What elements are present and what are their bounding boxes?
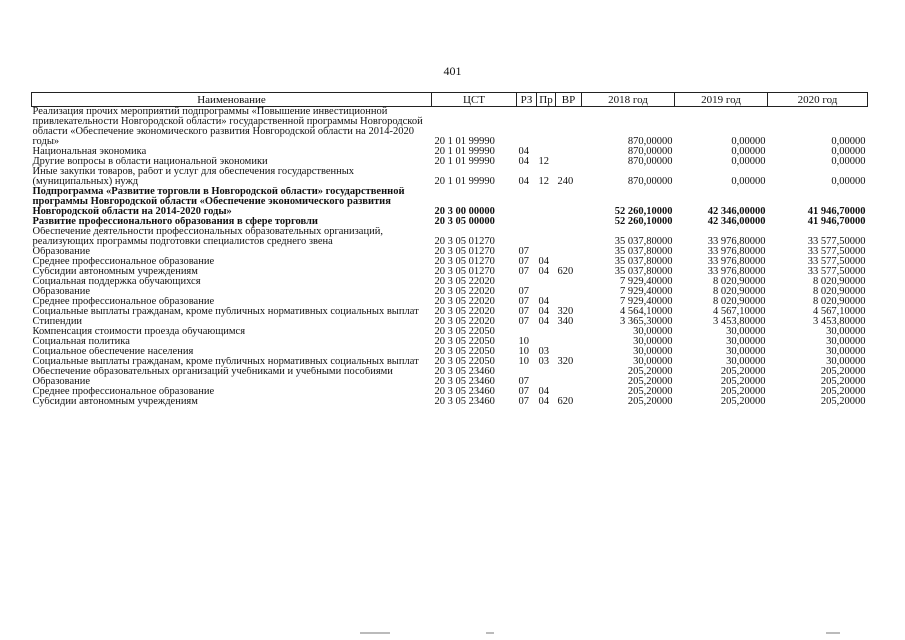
cell-2019: 0,00000 [731, 157, 766, 167]
cell-2020: 0,00000 [831, 157, 866, 167]
cell-name: Социальная поддержка обучающихся [32, 277, 201, 287]
cell-2018: 35 037,80000 [614, 247, 673, 257]
header-pr: Пр [537, 93, 556, 107]
cell-cst: 20 3 05 23460 [434, 397, 495, 407]
cell-vr [556, 157, 582, 167]
cell-name: Среднее профессиональное образование [32, 297, 215, 307]
cell-2019: 30,00000 [726, 327, 766, 337]
cell-2020: 33 577,50000 [807, 247, 866, 257]
cell-pr: 03 [538, 357, 549, 367]
cell-name: Образование [32, 287, 91, 297]
cell-2019: 4 567,10000 [713, 307, 766, 317]
cell-cst: 20 3 05 22020 [434, 277, 495, 287]
table-row [32, 337, 868, 347]
table-row [32, 347, 868, 357]
cell-2020: 8 020,90000 [813, 277, 866, 287]
table-row [32, 107, 868, 148]
cell-2020: 33 577,50000 [807, 236, 866, 247]
cell-rz: 07 [518, 377, 529, 387]
cell-vr: 320 [557, 357, 574, 367]
cell-2019: 205,20000 [720, 387, 766, 397]
cell-2018: 7 929,40000 [620, 277, 673, 287]
table-row [32, 287, 868, 297]
cell-pr: 03 [538, 347, 549, 357]
cell-cst: 20 3 05 01270 [434, 257, 495, 267]
cell-2018: 205,20000 [627, 397, 673, 407]
table-row [32, 147, 868, 157]
cell-pr: 12 [538, 176, 549, 187]
cell-name: Стипендии [32, 317, 83, 327]
scan-artifact [360, 632, 390, 634]
cell-vr [556, 147, 582, 157]
cell-2018: 4 564,10000 [620, 307, 673, 317]
cell-cst: 20 3 05 23460 [434, 377, 495, 387]
cell-name: Национальная экономика [32, 147, 147, 157]
cell-cst: 20 3 05 01270 [434, 247, 495, 257]
cell-cst: 20 3 05 22020 [434, 307, 495, 317]
cell-pr [537, 337, 556, 347]
cell-pr: 04 [538, 267, 549, 277]
cell-cst: 20 3 05 23460 [434, 367, 495, 377]
cell-vr: 620 [557, 267, 574, 277]
cell-name: Субсидии автономным учреждениям [32, 397, 198, 407]
table-row [32, 247, 868, 257]
cell-pr: 04 [538, 317, 549, 327]
cell-rz: 10 [518, 337, 529, 347]
cell-cst: 20 3 05 01270 [434, 267, 495, 277]
cell-pr [537, 277, 556, 287]
cell-rz: 07 [518, 387, 529, 397]
table-row [32, 277, 868, 287]
cell-name: Социальные выплаты гражданам, кроме публичных нормативных социальных выплат [32, 357, 419, 367]
cell-name: Иные закупки товаров, работ и услуг для обеспечения государственных (муниципальных) нужд [32, 167, 355, 187]
cell-2019: 205,20000 [720, 377, 766, 387]
cell-name: Развитие профессионального образования в сфере торговли [32, 217, 318, 227]
cell-name: Образование [32, 377, 91, 387]
cell-2020: 205,20000 [820, 377, 866, 387]
cell-pr [537, 287, 556, 297]
cell-2020: 3 453,80000 [813, 317, 866, 327]
cell-rz [517, 367, 537, 377]
cell-rz: 04 [518, 147, 529, 157]
cell-pr [537, 327, 556, 337]
cell-vr [556, 337, 582, 347]
cell-2018: 30,00000 [633, 337, 673, 347]
table-row [32, 157, 868, 167]
cell-2019: 205,20000 [720, 367, 766, 377]
cell-cst: 20 3 05 22050 [434, 357, 495, 367]
cell-vr [556, 217, 582, 227]
cell-name: Компенсация стоимости проезда обучающимся [32, 327, 246, 337]
cell-cst: 20 3 05 22050 [434, 337, 495, 347]
cell-2019: 30,00000 [726, 347, 766, 357]
cell-2020: 8 020,90000 [813, 287, 866, 297]
table-row [32, 327, 868, 337]
cell-rz [517, 227, 537, 247]
cell-2020: 41 946,70000 [807, 217, 866, 227]
cell-cst: 20 3 05 23460 [434, 387, 495, 397]
cell-vr [556, 107, 582, 148]
cell-2020: 0,00000 [831, 136, 866, 147]
cell-2019: 42 346,00000 [707, 206, 766, 217]
cell-pr: 04 [538, 257, 549, 267]
cell-cst: 20 1 01 99990 [434, 176, 495, 187]
cell-pr [537, 187, 556, 217]
cell-2018: 35 037,80000 [614, 257, 673, 267]
cell-2018: 30,00000 [633, 357, 673, 367]
table-row [32, 357, 868, 367]
cell-2018: 7 929,40000 [620, 297, 673, 307]
cell-vr [556, 387, 582, 397]
cell-name: Образование [32, 247, 91, 257]
cell-2020: 30,00000 [826, 337, 866, 347]
cell-pr [537, 147, 556, 157]
cell-rz [517, 327, 537, 337]
cell-2019: 0,00000 [731, 176, 766, 187]
cell-name: Обеспечение деятельности профессиональных образовательных организаций, реализующих программы подготовки специалистов среднего звена [32, 227, 383, 247]
cell-pr: 04 [538, 307, 549, 317]
cell-2020: 8 020,90000 [813, 297, 866, 307]
cell-2020: 4 567,10000 [813, 307, 866, 317]
cell-pr [537, 367, 556, 377]
cell-2019: 33 976,80000 [707, 236, 766, 247]
cell-cst: 20 1 01 99990 [434, 147, 495, 157]
cell-cst: 20 3 00 00000 [434, 206, 495, 217]
cell-2018: 3 365,30000 [620, 317, 673, 327]
table-header-row [32, 93, 868, 107]
cell-rz [517, 107, 537, 148]
cell-vr: 340 [557, 317, 574, 327]
cell-name: Среднее профессиональное образование [32, 387, 215, 397]
cell-2018: 30,00000 [633, 327, 673, 337]
cell-name: Среднее профессиональное образование [32, 257, 215, 267]
cell-2020: 41 946,70000 [807, 206, 866, 217]
cell-2018: 870,00000 [627, 147, 673, 157]
page-number: 401 [443, 64, 462, 78]
cell-cst: 20 3 05 22020 [434, 287, 495, 297]
cell-name: Социальные выплаты гражданам, кроме публичных нормативных социальных выплат [32, 307, 419, 317]
cell-pr: 04 [538, 297, 549, 307]
cell-rz: 07 [518, 397, 529, 407]
cell-2020: 30,00000 [826, 347, 866, 357]
scan-artifact [826, 632, 840, 634]
cell-vr: 620 [557, 397, 574, 407]
cell-2018: 205,20000 [627, 387, 673, 397]
cell-2018: 30,00000 [633, 347, 673, 357]
header-2019: 2019 год [675, 93, 768, 107]
table-row [32, 167, 868, 187]
cell-2020: 205,20000 [820, 397, 866, 407]
cell-vr [556, 187, 582, 217]
cell-2018: 35 037,80000 [614, 267, 673, 277]
cell-rz: 07 [518, 297, 529, 307]
cell-rz [517, 187, 537, 217]
cell-name: Другие вопросы в области национальной экономики [32, 157, 268, 167]
cell-2020: 205,20000 [820, 367, 866, 377]
cell-2018: 870,00000 [627, 157, 673, 167]
cell-2019: 205,20000 [720, 397, 766, 407]
cell-name: Реализация прочих мероприятий подпрограммы «Повышение инвестиционной привлекательности Новгородской области» государственной программы Новгородской области «Обеспечение экономического развития Новгородской области на 2014-2020 годы» [32, 106, 423, 147]
cell-pr [537, 107, 556, 148]
scan-artifact [486, 632, 494, 634]
cell-vr: 320 [557, 307, 574, 317]
cell-rz: 07 [518, 247, 529, 257]
cell-vr [556, 227, 582, 247]
cell-rz [517, 217, 537, 227]
cell-cst: 20 1 01 99990 [434, 157, 495, 167]
cell-name: Подпрограмма «Развитие торговли в Новгородской области» государственной программы Новгородской области «Обеспечение экономического развития Новгородской области на 2014-2020 годы» [32, 187, 405, 217]
table-row [32, 397, 868, 407]
cell-2020: 33 577,50000 [807, 257, 866, 267]
cell-2020: 30,00000 [826, 357, 866, 367]
table-row [32, 257, 868, 267]
cell-2019: 30,00000 [726, 337, 766, 347]
cell-name: Обеспечение образовательных организаций учебниками и учебными пособиями [32, 367, 393, 377]
cell-vr [556, 367, 582, 377]
cell-name: Социальная политика [32, 337, 130, 347]
cell-vr [556, 377, 582, 387]
cell-vr [556, 247, 582, 257]
cell-cst: 20 3 05 22020 [434, 317, 495, 327]
cell-vr [556, 327, 582, 337]
table-row [32, 367, 868, 377]
cell-rz: 10 [518, 347, 529, 357]
cell-2020: 33 577,50000 [807, 267, 866, 277]
table-row [32, 227, 868, 247]
cell-2019: 30,00000 [726, 357, 766, 367]
header-vr: ВР [556, 93, 582, 107]
table-body [32, 107, 868, 408]
cell-rz: 04 [518, 157, 529, 167]
cell-cst: 20 1 01 99990 [434, 136, 495, 147]
cell-pr: 04 [538, 387, 549, 397]
cell-rz: 04 [518, 176, 529, 187]
header-name: Наименование [32, 93, 432, 107]
table-row [32, 267, 868, 277]
cell-rz: 07 [518, 267, 529, 277]
cell-2019: 8 020,90000 [713, 287, 766, 297]
table-row [32, 307, 868, 317]
table-row [32, 377, 868, 387]
cell-2018: 35 037,80000 [614, 236, 673, 247]
cell-pr [537, 247, 556, 257]
cell-2019: 3 453,80000 [713, 317, 766, 327]
budget-table [31, 92, 868, 407]
cell-2018: 7 929,40000 [620, 287, 673, 297]
cell-2018: 52 260,10000 [614, 206, 673, 217]
cell-cst: 20 3 05 01270 [434, 236, 495, 247]
cell-2020: 0,00000 [831, 147, 866, 157]
cell-2018: 205,20000 [627, 377, 673, 387]
cell-2020: 30,00000 [826, 327, 866, 337]
cell-2018: 205,20000 [627, 367, 673, 377]
cell-vr [556, 297, 582, 307]
cell-rz: 07 [518, 257, 529, 267]
cell-cst: 20 3 05 22050 [434, 327, 495, 337]
cell-cst: 20 3 05 00000 [434, 217, 495, 227]
cell-rz: 07 [518, 287, 529, 297]
cell-2019: 0,00000 [731, 136, 766, 147]
cell-2018: 870,00000 [627, 136, 673, 147]
header-2018: 2018 год [582, 93, 675, 107]
cell-pr: 12 [538, 157, 549, 167]
cell-2019: 8 020,90000 [713, 297, 766, 307]
cell-cst: 20 3 05 22020 [434, 297, 495, 307]
cell-pr [537, 217, 556, 227]
cell-pr: 04 [538, 397, 549, 407]
cell-2019: 0,00000 [731, 147, 766, 157]
cell-pr [537, 377, 556, 387]
cell-2018: 52 260,10000 [614, 217, 673, 227]
cell-vr [556, 347, 582, 357]
cell-name: Субсидии автономным учреждениям [32, 267, 198, 277]
header-2020: 2020 год [768, 93, 868, 107]
cell-2019: 33 976,80000 [707, 247, 766, 257]
cell-2018: 870,00000 [627, 176, 673, 187]
cell-rz: 10 [518, 357, 529, 367]
cell-2019: 33 976,80000 [707, 267, 766, 277]
cell-rz: 07 [518, 307, 529, 317]
table-row [32, 217, 868, 227]
cell-vr: 240 [557, 176, 574, 187]
cell-pr [537, 227, 556, 247]
cell-2019: 42 346,00000 [707, 217, 766, 227]
table-row [32, 297, 868, 307]
cell-vr [556, 287, 582, 297]
cell-2020: 0,00000 [831, 176, 866, 187]
cell-2019: 33 976,80000 [707, 257, 766, 267]
cell-vr [556, 257, 582, 267]
table-row [32, 317, 868, 327]
cell-2020: 205,20000 [820, 387, 866, 397]
cell-rz [517, 277, 537, 287]
cell-2019: 8 020,90000 [713, 277, 766, 287]
header-cst: ЦСТ [432, 93, 517, 107]
cell-vr [556, 277, 582, 287]
cell-name: Социальное обеспечение населения [32, 347, 194, 357]
table-row [32, 187, 868, 217]
table-row [32, 387, 868, 397]
cell-cst: 20 3 05 22050 [434, 347, 495, 357]
header-rz: РЗ [517, 93, 537, 107]
cell-rz: 07 [518, 317, 529, 327]
